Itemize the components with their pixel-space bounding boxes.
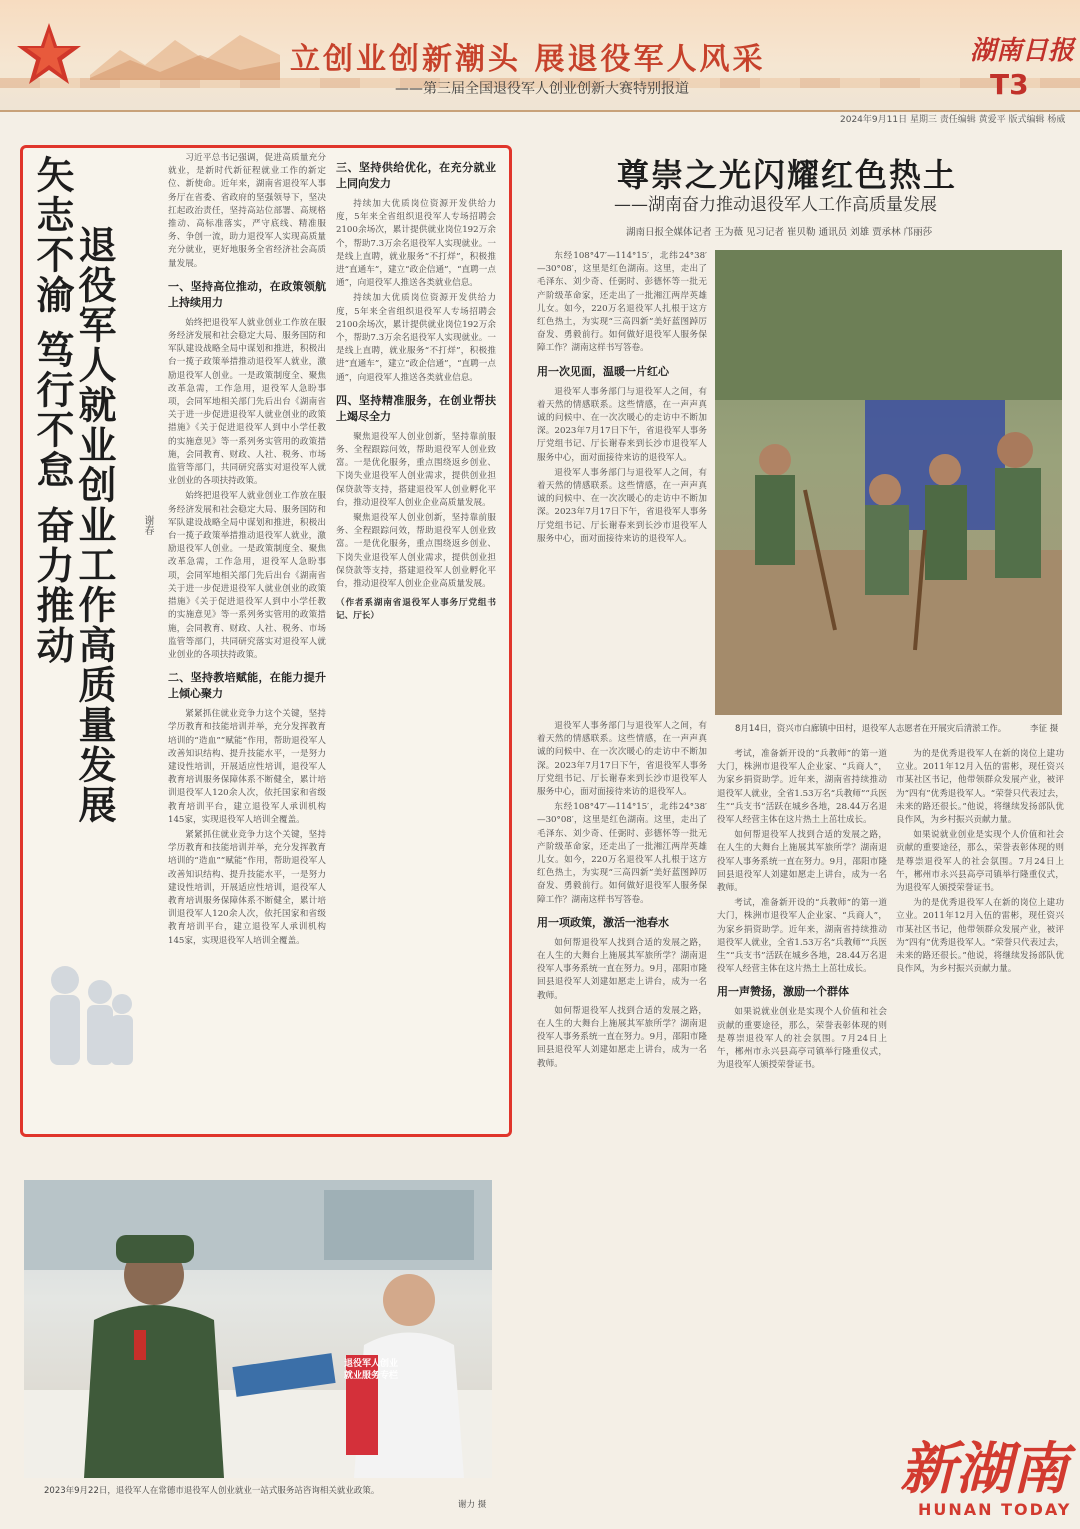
left-section-1-text-cont: 始终把退役军人就业创业工作放在服务经济发展和社会稳定大局、服务国防和军队建设战略全局中谋划和推进，积极出台一揽子政策举措推动退役军人就业，激励退役军人创业。一是政策制度全、聚焦改革急需，工作急用，退役军人急盼事项，会同军地相关部门先后出台《湖南省关于进一步促进退役军人就业创业的政策措施》《关于促进退役军人到中小学任教的实施意见》等一系列务实管用的政策措施，会同教育、财政、人社、税务、市场监管等部门，共同研究落实对退役军人就业创业的各项扶持政策。 [168,491,326,660]
right-column-3-text-2: 如果说就业创业是实现个人价值和社会贡献的重要途径，那么，荣誉表彰体现的则是尊崇退役军人的社会氛围。7月24日上午，郴州市永兴县高亭司镇举行隆重仪式，为退役军人颁授荣誉证书。 [896,830,1064,894]
photo-right-credit: 李征 摄 [1030,724,1059,734]
soldier-silhouette-icon [30,940,140,1120]
dateline: 2024年9月11日 星期三 责任编辑 黄爱平 版式编辑 杨威 [840,115,1066,125]
header-subtitle: ——第三届全国退役军人创业创新大赛特别报道 [395,81,689,97]
photo-left-credit: 谢力 摄 [458,1500,487,1510]
right-article-subtitle: ——湖南奋力推动退役军人工作高质量发展 [614,195,937,215]
left-section-3-heading: 三、坚持供给优化，在充分就业上同向发力 [336,161,496,190]
left-section-1-text: 始终把退役军人就业创业工作放在服务经济发展和社会稳定大局、服务国防和军队建设战略全局中谋划和推进，积极出台一揽子政策举措推动退役军人就业，激励退役军人创业。一是政策制度全、聚焦改革急需，工作急用，退役军人急盼事项，会同军地相关部门先后出台《湖南省关于进一步促进退役军人就业创业的政策措施》《关于促进退役军人到中小学任教的实施意见》等一系列务实管用的政策措施，会同教育、财政、人社、税务、市场监管等部门，共同研究落实对退役军人就业创业的各项扶持政策。 [168,317,326,487]
right-article-column-1b [537,720,707,1520]
photo-service-station [24,1180,492,1478]
left-article-author: 谢春 [142,515,153,535]
newspaper-brand: 湖南日报 [970,36,1075,66]
right-article-column-1 [537,250,707,715]
right-column-3-text-3: 为的是优秀退役军人在新的岗位上建功立业。2011年12月入伍的雷彬，现任资兴市某社区书记，他带领群众发展产业，被评为“四有”优秀退役军人。“荣誉只代表过去，未来的路还很长。”他说，将继续发扬部队优良作风，为乡村振兴贡献力量。 [896,898,1064,975]
left-section-1-heading: 一、坚持高位推动，在政策领航上持续用力 [168,279,326,309]
right-article-column-2 [717,748,887,1523]
left-section-4-text: 聚焦退役军人创业创新，坚持靠前服务、全程跟踪问效，帮助退役军人创业致富。一是优化服务，重点围绕返乡创业、下岗失业退役军人创业需求，提供创业担保贷款等支持，搭建退役军人创业孵化平台，推动退役军人创业企业高质量发展。 [336,431,496,508]
watermark-logo: 新湖南 [900,1436,1068,1502]
right-column-3-text: 为的是优秀退役军人在新的岗位上建功立业。2011年12月入伍的雷彬，现任资兴市某社区书记，他带领群众发展产业，被评为“四有”优秀退役军人。“荣誉只代表过去，未来的路还很长。”他说，将继续发扬部队优良作风，为乡村振兴贡献力量。 [896,749,1064,826]
service-sign: 退役军人创业就业服务专栏 [344,1359,399,1381]
left-section-2-heading: 二、坚持教培赋能，在能力提升上倾心聚力 [168,671,326,701]
right-article-title: 尊崇之光闪耀红色热土 [617,156,958,194]
left-section-4-text-cont: 聚焦退役军人创业创新，坚持靠前服务、全程跟踪问效，帮助退役军人创业致富。一是优化服务，重点围绕返乡创业、下岗失业退役军人创业需求，提供创业担保贷款等支持，搭建退役军人创业孵化平台，推动退役军人创业企业高质量发展。 [336,513,496,590]
left-section-4-heading: 四、坚持精准服务，在创业帮扶上竭尽全力 [336,393,496,423]
left-section-3-text-cont: 持续加大优质岗位资源开发供给力度，5年来全省组织退役军人专场招聘会2100余场次，累计提供就业岗位192万余个，帮助7.3万余名退役军人实现就业。一是线上直聘，就业服务“不打烊”，积极推进“直通车”，建立“政企信通”，“直聘一点通”，向退役军人推送各类就业信息。 [336,293,496,383]
page-number: T3 [990,68,1029,101]
left-article-column-2 [336,152,496,1122]
left-section-3-text: 持续加大优质岗位资源开发供给力度，5年来全省组织退役军人专场招聘会2100余场次，累计提供就业岗位192万余个，帮助7.3万余名退役军人实现就业。一是线上直聘，就业服务“不打烊”，积极推进“直通车”，建立“政企信通”，“直聘一点通”，向退役军人推送各类就业信息。 [336,199,496,289]
right-middle-text: 考试，准备新开设的“兵教师”的第一道大门，株洲市退役军人企业家、“兵商人”，为家乡捐资助学。近年来，湖南省持续推动退役军人就业，全省1.53万名“兵教师”“兵医生”“兵支书”活跃在城乡各地，28.44万名退役军人经营主体在这片热土上茁壮成长。 [717,749,887,826]
photo-right-caption: 8月14日，资兴市白廊镇中田村，退役军人志愿者在开展灾后清淤工作。 [735,724,1007,734]
right-section-1-text: 退役军人事务部门与退役军人之间，有着天然的情感联系。这些情感，在一声声真诚的问候中、在一次次暖心的走访中不断加深。2023年7月17日下午，省退役军人事务厅党组书记、厅长谢春来到长沙市退役军人服务中心，面对面接待来访的退役军人。 [537,386,707,463]
right-middle-text-3: 考试，准备新开设的“兵教师”的第一道大门，株洲市退役军人企业家、“兵商人”，为家乡捐资助学。近年来，湖南省持续推动退役军人就业，全省1.53万名“兵教师”“兵医生”“兵支书”活跃在城乡各地，28.44万名退役军人经营主体在这片热土上茁壮成长。 [717,898,887,975]
right-section-2-text-cont: 如何帮退役军人找到合适的发展之路，在人生的大舞台上施展其军旅所学？湖南退役军人事务系统一直在努力。9月，邵阳市隆回县退役军人刘建如愿走上讲台，成为一名教师。 [537,1005,707,1069]
right-section-1-more: 退役军人事务部门与退役军人之间，有着天然的情感联系。这些情感，在一声声真诚的问候中、在一次次暖心的走访中不断加深。2023年7月17日下午，省退役军人事务厅党组书记、厅长谢春来到长沙市退役军人服务中心，面对面接待来访的退役军人。 [537,721,707,798]
right-section-3-heading: 用一声赞扬，激励一个群体 [717,985,849,999]
right-article-intro: 东经108°47′—114°15′，北纬24°38′—30°08′，这里是红色湖南。这里，走出了毛泽东、刘少奇、任弼时、彭德怀等一批无产阶级革命家，还走出了一批湘江两岸英雄儿女。如今，220万名退役军人扎根于这方红色热土，为实现“三高四新”美好蓝图踔厉奋发、勇毅前行。如何做好退役军人服务保障工作？湖南这样书写答卷。 [537,251,707,354]
watermark-subtext: HUNAN TODAY [918,1500,1072,1519]
right-article-byline: 湖南日报全媒体记者 王为薇 见习记者 崔贝勒 通讯员 刘雄 贾承林 邝丽莎 [626,227,933,238]
right-middle-text-2: 如何帮退役军人找到合适的发展之路，在人生的大舞台上施展其军旅所学？湖南退役军人事务系统一直在努力。9月，邵阳市隆回县退役军人刘建如愿走上讲台，成为一名教师。 [717,830,887,894]
header-title: 立创业创新潮头 展退役军人风采 [290,42,766,77]
header-decoration [90,20,280,80]
left-article-intro: 习近平总书记强调，促进高质量充分就业，是新时代新征程就业工作的新定位、新使命。近年来，湖南省退役军人事务厅在省委、省政府的坚强领导下，坚决扛起政治责任，坚持高站位部署、高规格推动、高标准落实，严守底线、精准服务、争创一流，助力退役军人实现高质量充分就业，更好地服务全省经济社会高质量发展。 [168,153,326,269]
left-article-signature: （作者系湖南省退役军人事务厅党组书记、厅长） [336,598,496,622]
right-article-column-3 [896,748,1064,1418]
star-emblem-icon [14,20,84,90]
photo-left-caption: 2023年9月22日，退役军人在常德市退役军人创业就业一站式服务站咨询相关就业政策。 [44,1486,380,1496]
left-section-2-text: 紧紧抓住就业竞争力这个关键，坚持学历教育和技能培训并举，充分发挥教育培训的“造血”“赋能”作用，帮助退役军人改善知识结构、提升技能水平，一是努力建设性培训，开展适应性培训，退役军人教育培训服务保障体系不断健全，累计培训退役军人120余人次，依托国家和省级教育培训平台，建立退役军人承训机构145家，实现退役军人培训全覆盖。 [168,709,326,825]
left-section-2-text-cont: 紧紧抓住就业竞争力这个关键，坚持学历教育和技能培训并举，充分发挥教育培训的“造血”“赋能”作用，帮助退役军人改善知识结构、提升技能水平，一是努力建设性培训，开展适应性培训，退役军人教育培训服务保障体系不断健全，累计培训退役军人120余人次，依托国家和省级教育培训平台，建立退役军人承训机构145家，实现退役军人培训全覆盖。 [168,829,326,946]
left-article-title-2: 矢志不渝 笃行不怠 奋力推动 [30,155,74,666]
right-section-1-text-cont: 退役军人事务部门与退役军人之间，有着天然的情感联系。这些情感，在一声声真诚的问候中、在一次次暖心的走访中不断加深。2023年7月17日下午，省退役军人事务厅党组书记、厅长谢春来到长沙市退役军人服务中心，面对面接待来访的退役军人。 [537,467,707,544]
right-section-1-more-2: 东经108°47′—114°15′，北纬24°38′—30°08′，这里是红色湖南。这里，走出了毛泽东、刘少奇、任弼时、彭德怀等一批无产阶级革命家，还走出了一批湘江两岸英雄儿女。如今，220万名退役军人扎根于这方红色热土，为实现“三高四新”美好蓝图踔厉奋发、勇毅前行。如何做好退役军人服务保障工作？湖南这样书写答卷。 [537,802,707,905]
right-section-2-text: 如何帮退役军人找到合适的发展之路，在人生的大舞台上施展其军旅所学？湖南退役军人事务系统一直在努力。9月，邵阳市隆回县退役军人刘建如愿走上讲台，成为一名教师。 [537,937,707,1001]
right-section-1-heading: 用一次见面，温暖一片红心 [537,364,669,378]
left-article-column-1 [168,152,326,1122]
photo-flood-cleanup [715,250,1062,715]
right-section-2-heading: 用一项政策，激活一池春水 [537,915,669,929]
left-article-title: 退役军人就业创业工作高质量发展 [72,225,116,825]
right-section-3-text: 如果说就业创业是实现个人价值和社会贡献的重要途径，那么，荣誉表彰体现的则是尊崇退役军人的社会氛围。7月24日上午，郴州市永兴县高亭司镇举行隆重仪式，为退役军人颁授荣誉证书。 [717,1007,887,1071]
